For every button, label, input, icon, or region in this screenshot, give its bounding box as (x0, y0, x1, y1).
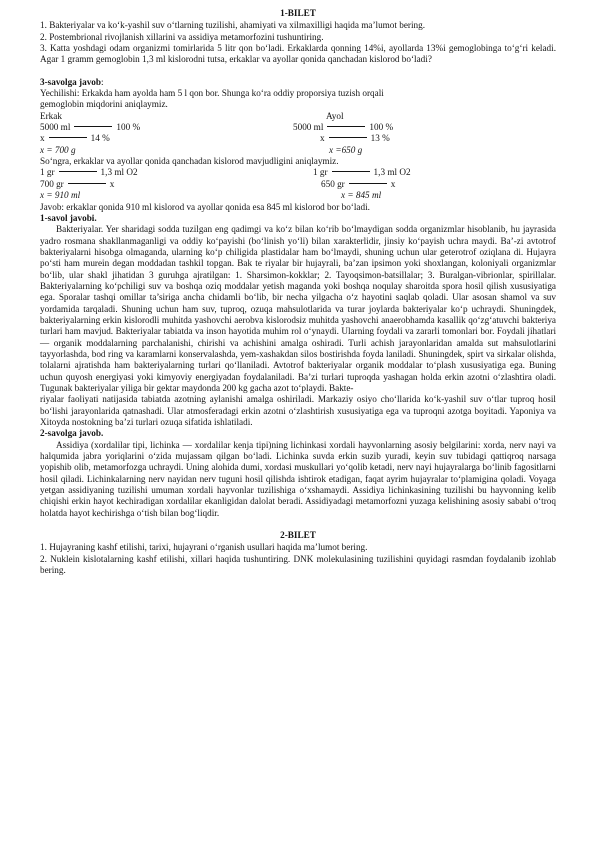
answer-1-heading: 1-savol javobi. (40, 212, 97, 223)
male-label: Erkak (40, 110, 62, 121)
ticket-2-question-2: 2. Nuklein kislotalarning kashf etilishi, xillari haqida tushuntiring. DNK molekulasining tuzilishini quyidagi rasmdan foydalanib izohlab bering. (40, 553, 556, 576)
proportion-row-2: x 14 % x 13 % (40, 133, 390, 144)
solution-line-2: gemoglobin miqdorini aniqlaymiz. (40, 99, 168, 110)
ticket-1-question-2: 2. Postembrional rivojlanish xillarini va assidiya metamorfozini tushuntiring. (40, 31, 324, 42)
proportion-row-3: x = 700 g x =650 g (40, 144, 363, 155)
answer-1-paragraph-2: riyalar faoliyati natijasida tabiatda azotning aylanishi amalga oshiriladi. Markaziy osiyo cho‘llarida ko‘k-yashil suv o‘tlar tuproq hosil bo‘lishi jarayonlarida qatnashadi. Ular atmosferadagi erkin azotni o‘zlashtirish xususiyatiga ega va tuproqni azotga boyitadi. Yaponiya va Xitoyda nostokning ba’zi turlari ozuqa sifatida ishlatiladi. (40, 394, 556, 428)
answer-2-paragraph: Assidiya (xordalilar tipi, lichinka — xordalilar kenja tipi)ning lichinkasi xordali hayvonlarning asosiy belgilarini: xorda, nerv nayi va halqumida jabra yoriqlarini o‘zida mujassam qilgan bo‘ladi. Lichinka suvda erkin suzib yuradi, keyin suv tubidagi qattiqroq narsaga yopishib olib, metamorfozga uchraydi. Uning alohida dumi, xordasi muskullari yo‘qolib ketadi, nerv nayi hujayralarga bo‘linib fagositlarni hosil qiladi. Lichinkalarning nerv nayidan nerv tuguni hosil qilishda ishtirok etadigan, faqat ayrim hujayralar to‘plamigina qoladi. Voyaga yetgan assidiyaning tuzilishi umuman xordali hayvonlar tuzilishiga o‘xshamaydi. Assidiya lichinkasining tuzilishi bu hayvonning kelib chiqishi erkin hayot kechiradigan xordalilar ekanligidan dalolat beradi. Assidiyadagi metamorfozni yuzaga kelishining asosiy sababi o‘troq holatda hayot kechirishga o‘tish bilan bog‘liqdir. (40, 439, 556, 518)
ticket-2-question-1: 1. Hujayraning kashf etilishi, tarixi, hujayrani o‘rganish usullari haqida ma’lumot bering. (40, 542, 368, 553)
oxygen-row-1: 1 gr 1,3 ml O2 1 gr 1,3 ml O2 (40, 167, 411, 178)
answer-2-heading: 2-savolga javob. (40, 428, 104, 439)
female-label: Ayol (326, 110, 344, 121)
oxygen-row-2: 700 gr x 650 gr x (40, 178, 396, 189)
answer-1-paragraph-1: Bakteriyalar. Yer sharidagi sodda tuzilgan eng qadimgi va ko‘z bilan ko‘rib bo‘lmaydigan sodda organizmlar hisoblanib, hu jayrasida yadro rosmana shakllanmaganligi va oddiy ko‘payishi (bo‘linish yo‘li) bilan xarakterlidir, jinsiy ko‘payish uchra maydi. Ba’-zi avtotrof bakteriyalarni hisobga olmaganda, ularning ko‘p chiligida plastidalar ham bo‘lmaydi, shuning uchun ular geterotrof oziqlana di. Hujayra po‘sti ham murein degan moddadan tashkil topgan. Bak te riyalar bir hujayrali, ba’zan ipsimon yoki shoxlangan, koloniyali organizmlar bo‘lib, ular shakl jihatidan 3 guruhga ajratilgan: 1. Sharsimon-kokklar; 2. Tayoqsimon-batsillalar; 3. Buralgan-vibrionlar, spirillalar. Bakteriyalarning ko‘pchiligi suv va boshqa oziq moddalar yetish maganda yoki boshqa noqulay sharoitda spora hosil qilish xususiyatiga ega. Sporalar tashqi omillar ta’siriga ancha chidamli bo‘lib, bir necha yilgacha o‘z hayotini saqlab qoladi. Ular asosan shamol va suv yordamida tarqaladi. Shuning uchun ham suv, tuproq, ozuqa mahsulotlarida va turar joylarda bakteriyalar ko‘p uchraydi. Shuningdek, bakteriyalarning erkin kislorodli muhitda yashovchi aerobva kislorodsiz muhitda yashovchi anaerobhamda kasallik qo‘zg‘atuvchi bakteriya turlari ham mavjud. Bakteriyalar tabiatda va inson hayotida muhim rol o‘ynaydi. Ularning foydali va zararli tomonlari bor. Foydali jihatlari — organik moddalarning parchalanishi, chirishi va achishini amalga oshiradi. Turli achish jarayonlaridan amalda sut mahsulotlarini tayyorlashda, bod ring va karamlarni konservalashda, yem-xashakdan silos bostirishda foyda laniladi. Shuningdek, spirt va sirkalar olishda, tolalarni ajratishda ham bakteriyalarning turlari qo‘llaniladi. Avtotrof bakteriyalar organik moddalar to‘plash xususiyatiga ega. Buning uchun quyosh energiyasi yoki kimyoviy energiyadan foydalaniladi. Ba’zi turlari tuproqda yashagan holda erkin azotni o‘zlashtira oladi. Tugunak bakteriyalar yiliga bir gektar maydonda 200 kg gacha azot to‘playdi. Bakte- (40, 224, 556, 393)
answer-3-heading: 3-savolga javob: (40, 76, 104, 87)
proportion-row-1: 5000 ml 100 % 5000 ml 100 % (40, 122, 394, 133)
solution-line-1: Yechilishi: Erkakda ham ayolda ham 5 l qon bor. Shunga ko‘ra oddiy proporsiya tuzish orqali (40, 88, 384, 99)
proportion-labels (40, 111, 556, 122)
ticket-2-title: 2-BILET (280, 530, 316, 541)
ticket-1-title: 1-BILET (280, 8, 316, 18)
answer-3-result: Javob: erkaklar qonida 910 ml kislorod va ayollar qonida esa 845 ml kislorod bor bo‘ladi. (40, 201, 370, 212)
ticket-1-question-1: 1. Bakteriyalar va ko‘k-yashil suv o‘tlarning tuzilishi, ahamiyati va xilmaxilligi haqida ma’lumot bering. (40, 20, 426, 31)
ticket-1-question-3: 3. Katta yoshdagi odam organizmi tomirlarida 5 litr qon bo‘ladi. Erkaklarda qonning 14%i, ayollarda 13%i gemoglobinga to‘g‘ri keladi. Agar 1 gramm gemoglobin 1,3 ml kislorodni tutsa, erkaklar va ayollar qonida qanchadan kislorod bo‘ladi? (40, 43, 556, 65)
then-line: So‘ngra, erkaklar va ayollar qonida qanchadan kislorod mavjudligini aniqlaymiz. (40, 156, 339, 167)
oxygen-row-3: x = 910 ml x = 845 ml (40, 190, 382, 201)
